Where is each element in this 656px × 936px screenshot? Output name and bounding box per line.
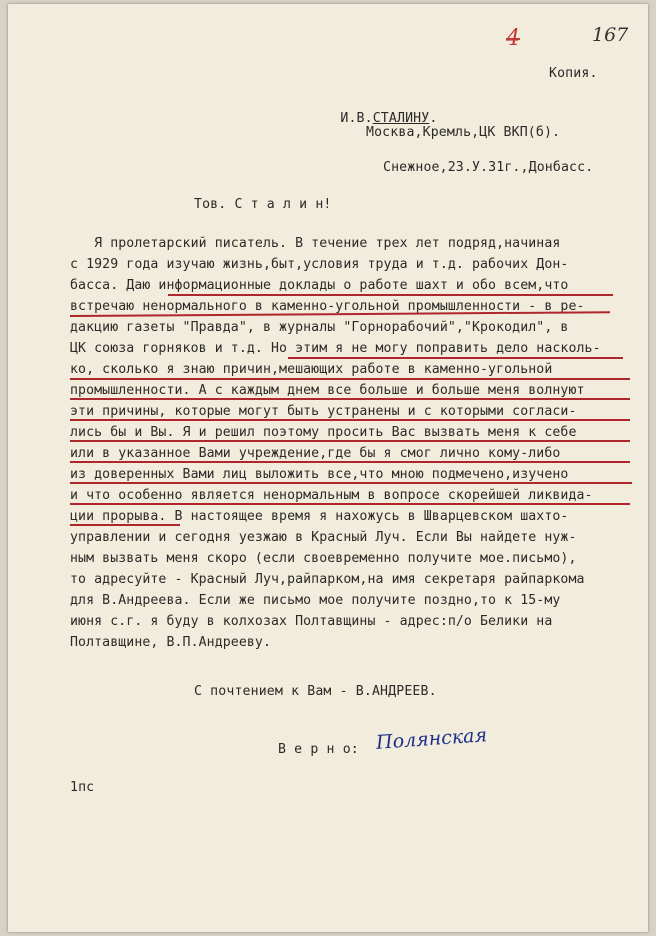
body-line: басса. Даю информационные доклады о работе шахт и обо всем,что [70,278,569,293]
red-underline [70,503,630,505]
body-line: Полтавщине, В.П.Андрееву. [70,635,271,650]
body-line: с 1929 года изучаю жизнь,быт,условия труда и т.д. рабочих Дон- [70,257,569,272]
body-line: встречаю ненормального в каменно-угольной промышленности - в ре- [70,299,585,314]
document-page [8,4,648,932]
verification-label: В е р н о: [278,742,359,757]
red-underline [70,398,630,400]
body-line: эти причины, которые могут быть устранены и с которыми согласи- [70,404,577,419]
handwritten-signature: Полянская [375,724,488,754]
place-date: Снежное,23.У.31г.,Донбасс. [383,160,594,175]
red-underline [288,357,623,359]
addressee-prefix: И.В. [340,111,373,126]
red-underline [70,440,630,442]
red-underline [70,482,632,484]
red-underline [70,378,630,380]
body-line: то адресуйте - Красный Луч,райпарком,на имя секретаря райпаркома [70,572,585,587]
body-line: и что особенно является ненормальным в вопросе скорейшей ликвида- [70,488,593,503]
body-line: ЦК союза горняков и т.д. Но этим я не могу поправить дело насколь- [70,341,601,356]
red-underline [70,524,180,526]
addressee-suffix: . [429,111,438,126]
body-line: дакцию газеты "Правда", в журналы "Горнорабочий","Крокодил", в [70,320,569,335]
body-line: лись бы и Вы. Я и решил поэтому просить Вас вызвать меня к себе [70,425,577,440]
body-line: ко, сколько я знаю причин,мешающих работе в каменно-угольной [70,362,553,377]
red-handwritten-number: 4 [506,26,520,51]
closing-line: С почтением к Вам - В.АНДРЕЕВ. [194,684,437,699]
red-underline [168,294,613,296]
red-underline [70,461,630,463]
footer-note: 1пс [70,780,95,795]
page-number: 167 [592,24,629,46]
body-line: промышленности. А с каждым днем все больше и больше меня волнуют [70,383,585,398]
body-line: Я пролетарский писатель. В течение трех лет подряд,начиная [70,236,561,251]
body-line: для В.Андреева. Если же письмо мое получите поздно,то к 15-му [70,593,561,608]
body-line: июня с.г. я буду в колхозах Полтавщины - адрес:п/о Белики на [70,614,553,629]
body-line: или в указанное Вами учреждение,где бы я смог лично кому-либо [70,446,561,461]
salutation: Тов. С т а л и н! [194,197,332,212]
red-underline [70,419,630,421]
addressee-name: СТАЛИНУ [372,111,430,126]
copy-label: Копия. [549,66,598,81]
address-line: Москва,Кремль,ЦК ВКП(б). [366,125,561,140]
body-line: ции прорыва. В настоящее время я нахожусь в Шварцевском шахто- [70,509,569,524]
body-line: ным вызвать меня скоро (если своевременно получите мое.письмо), [70,551,577,566]
body-line: управлении и сегодня уезжаю в Красный Луч. Если Вы найдете нуж- [70,530,577,545]
body-line: из доверенных Вами лиц выложить все,что мною подмечено,изучено [70,467,569,482]
